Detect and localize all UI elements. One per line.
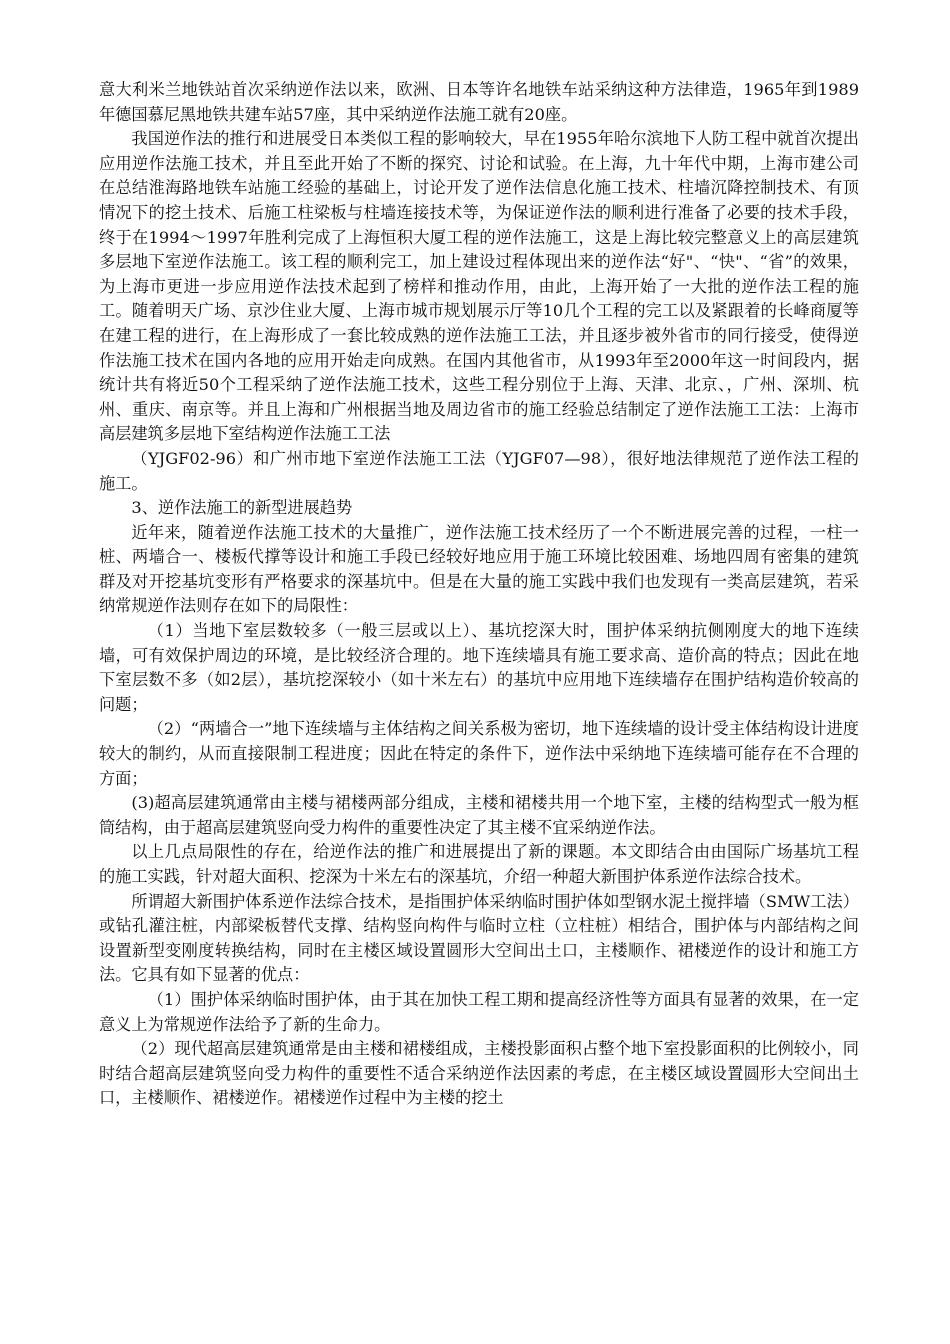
advantage-item-1: （1）围护体采纳临时围护体，由于其在加快工程工期和提高经济性等方面具有显著的效果，在一定意义上为常规逆作法给予了新的生命力。 [99, 989, 859, 1034]
paragraph-1: 意大利米兰地铁站首次采纳逆作法以来，欧洲、日本等许名地铁车站采纳这种方法律造，1965年到1989年德国慕尼黑地铁共建车站57座，其中采纳逆作法施工就有20座。 [99, 80, 859, 124]
list-item-1: （1）当地下室层数较多（一般三层或以上）、基坑挖深大时，围护体采纳抗侧刚度大的地下连续墙，可有效保护周边的环境，是比较经济合理的。地下连续墙具有施工要求高、造价高的特点；因此在地下室层数不多（如2层），基坑挖深较小（如十米左右）的基坑中应用地下连续墙存在围护结构造价较高的问题； [99, 621, 859, 714]
paragraph-4: 近年来，随着逆作法施工技术的大量推广，逆作法施工技术经历了一个不断进展完善的过程，一柱一桩、两墙合一、楼板代撑等设计和施工手段已经较好地应用于施工环境比较困难、场地四周有密集的建筑群及对开挖基坑变形有严格要求的深基坑中。但是在大量的施工实践中我们也发现有一类高层建筑，若采纳常规逆作法则存在如下的局限性： [99, 522, 859, 616]
section-heading: 3、逆作法施工的新型进展趋势 [131, 498, 353, 518]
paragraph-2: 我国逆作法的推行和进展受日本类似工程的影响较大，早在1955年哈尔滨地下人防工程中就首次提出应用逆作法施工技术，并且至此开始了不断的探究、讨论和试验。在上海，九十年代中期，上海市建公司在总结淮海路地铁车站施工经验的基础上，讨论开发了逆作法信息化施工技术、柱墙沉降控制技术、有顶情况下的挖土技术、后施工柱梁板与柱墙连接技术等，为保证逆作法的顺利进行准备了必要的技术手段，终于在1994～1997年胜利完成了上海恒积大厦工程的逆作法施工，这是上海比较完整意义上的高层建筑多层地下室逆作法施工。该工程的顺利完工，加上建设过程体现出来的逆作法“好"、“快"、“省”的效果，为上海市更进一步应用逆作法技术起到了榜样和推动作用，由此，上海开始了一大批的逆作法工程的施工。随着明天广场、京沙住业大厦、上海市城市规划展示厅等10几个工程的完工以及紧跟着的长峰商厦等在建工程的进行，在上海形成了一套比较成熟的逆作法施工工法，并且逐步被外省市的同行接受，使得逆作法施工技术在国内各地的应用开始走向成熟。在国内其他省市，从1993年至2000年这一时间段内，据统计共有将近50个工程采纳了逆作法施工技术，这些工程分别位于上海、天津、北京、，广州、深圳、杭州、重庆、南京等。并且上海和广州根据当地及周边省市的施工经验总结制定了逆作法施工工法：上海市高层建筑多层地下室结构逆作法施工工法 [99, 129, 859, 444]
paragraph-3: （YJGF02-96）和广州市地下室逆作法施工工法（YJGF07—98），很好地法律规范了逆作法工程的施工。 [99, 448, 859, 493]
paragraph-6: 所谓超大新围护体系逆作法综合技术，是指围护体采纳临时围护体如型钢水泥土搅拌墙（SMW工法）或钻孔灌注桩，内部梁板替代支撑、结构竖向构件与临时立柱（立柱桩）相结合，围护体与内部结构之间设置新型变刚度转换结构，同时在主楼区域设置圆形大空间出土口，主楼顺作、裙楼逆作的设计和施工方法。它具有如下显著的优点： [99, 891, 859, 985]
list-item-2: （2）“两墙合一”地下连续墙与主体结构之间关系极为密切，地下连续墙的设计受主体结构设计进度较大的制约，从而直接限制工程进度；因此在特定的条件下，逆作法中采纳地下连续墙可能存在不合理的方面； [99, 719, 859, 788]
advantage-item-2: （2）现代超高层建筑通常是由主楼和裙楼组成，主楼投影面积占整个地下室投影面积的比例较小，同时结合超高层建筑竖向受力构件的重要性不适合采纳逆作法因素的考虑，在主楼区域设置圆形大空间出土口，主楼顺作、裙楼逆作。裙楼逆作过程中为主楼的挖土 [99, 1039, 859, 1108]
paragraph-5: 以上几点局限性的存在，给逆作法的推广和进展提出了新的课题。本文即结合由由国际广场基坑工程的施工实践，针对超大面积、挖深为十米左右的深基坑，介绍一种超大新围护体系逆作法综合技术。 [99, 842, 859, 886]
list-item-3: (3)超高层建筑通常由主楼与裙楼两部分组成，主楼和裙楼共用一个地下室，主楼的结构型式一般为框筒结构，由于超高层建筑竖向受力构件的重要性决定了其主楼不宜采纳逆作法。 [99, 793, 859, 837]
document-body [99, 78, 859, 1111]
